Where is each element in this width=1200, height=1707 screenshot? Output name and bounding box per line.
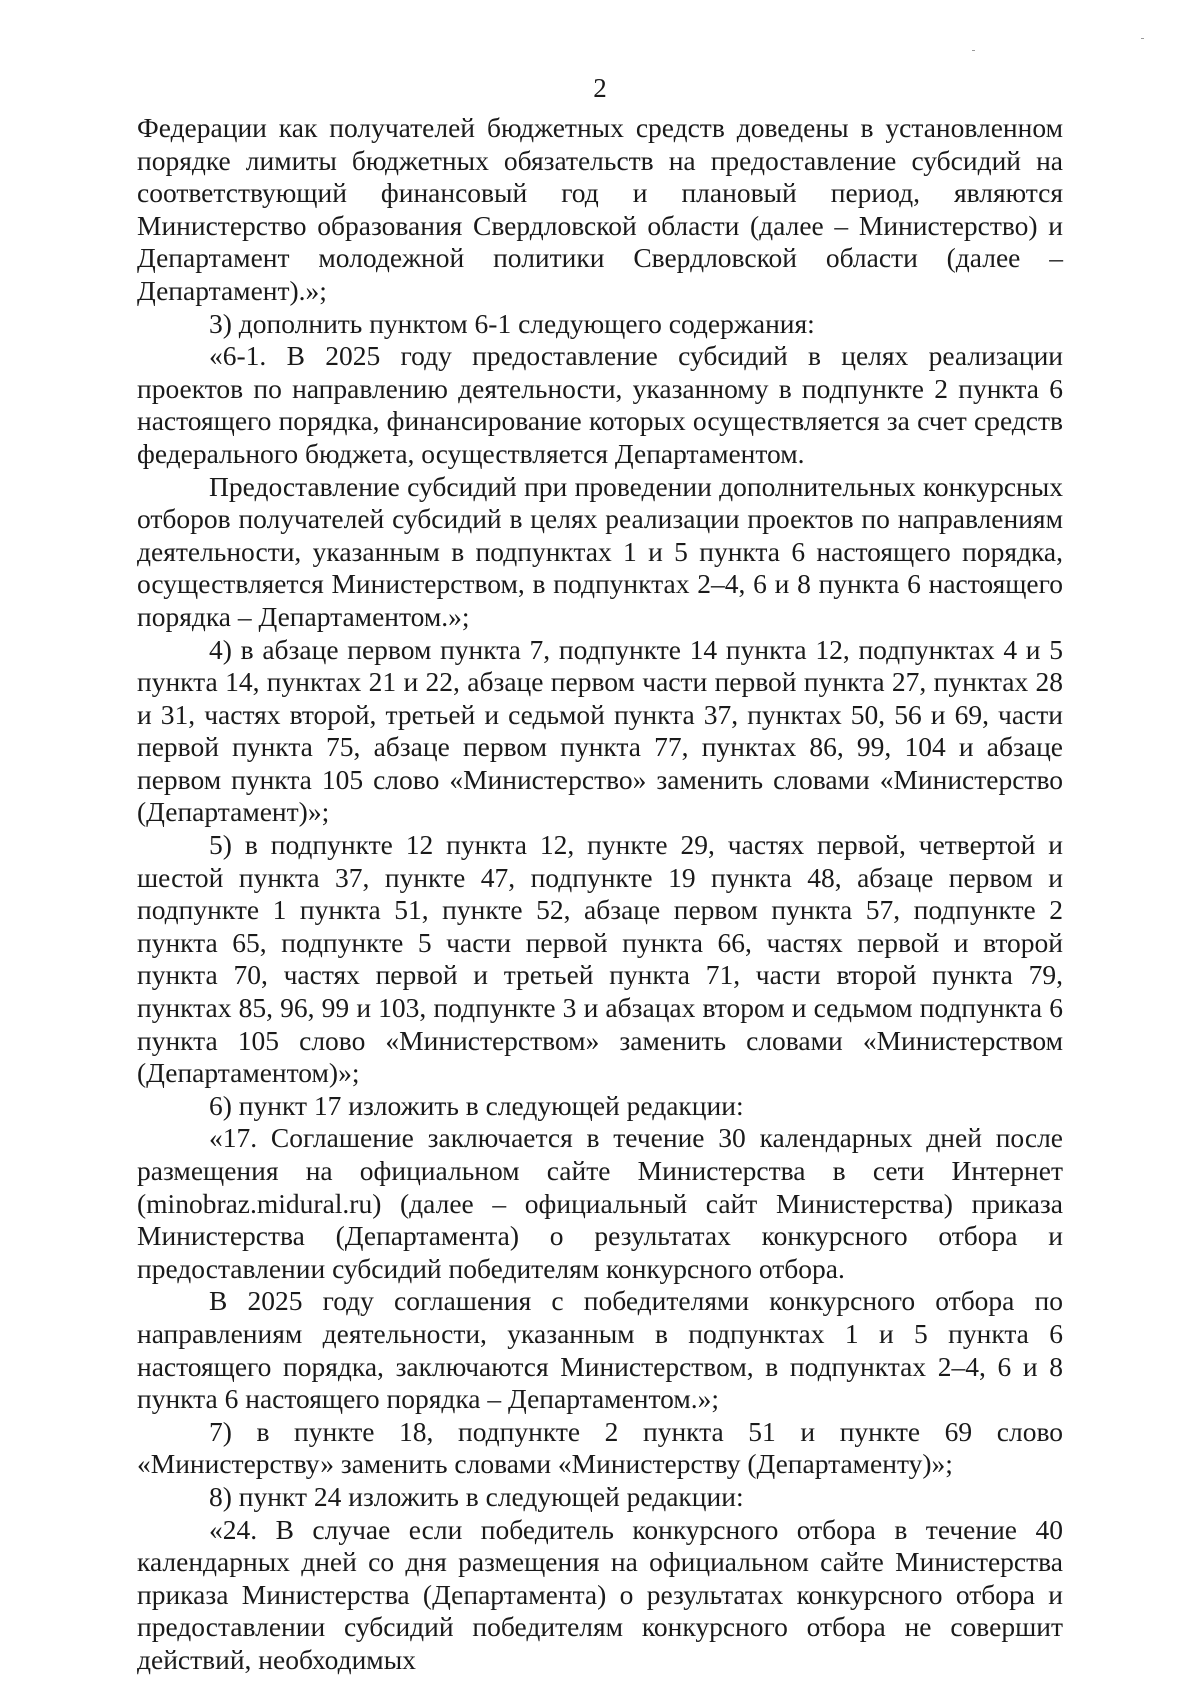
paragraph-clause-24: «24. В случае если победитель конкурсного отбора в течение 40 календарных дней со дня размещения на официальном сайте Министерства приказа Министерства (Департамента) о результатах конкурсного отбора и предоставлении субсидий победителям конкурсного отбора не совершит действий, необходимых [137, 1513, 1063, 1675]
scan-speck [972, 50, 975, 51]
scan-speck [1141, 38, 1144, 39]
paragraph-clause-17-part-2: В 2025 году соглашения с победителями конкурсного отбора по направлениям деятельности, указанным в подпунктах 1 и 5 пункта 6 настоящего порядка, заключаются Министерством, в подпунктах 2–4, 6 и 8 пункта 6 настоящего порядка – Департаментом.»; [137, 1285, 1063, 1415]
document-body [137, 112, 1063, 1677]
paragraph-clause-6-1-part-2: Предоставление субсидий при проведении дополнительных конкурсных отборов получателей субсидий в целях реализации проектов по направлениям деятельности, указанным в подпунктах 1 и 5 пункта 6 настоящего порядка, осуществляется Министерством, в подпунктах 2–4, 6 и 8 пункта 6 настоящего порядка – Департаментом.»; [137, 470, 1063, 632]
page-number: 2 [593, 73, 607, 103]
paragraph-continuation: Федерации как получателей бюджетных средств доведены в установленном порядке лимиты бюджетных обязательств на предоставление субсидий на соответствующий финансовый год и плановый период, являются Министерство образования Свердловской области (далее – Министерство) и Департамент молодежной политики Свердловской области (далее – Департамент).»; [137, 112, 1063, 306]
paragraph-item-4: 4) в абзаце первом пункта 7, подпункте 14 пункта 12, подпунктах 4 и 5 пункта 14, пунктах 21 и 22, абзаце первом части первой пункта 27, пунктах 28 и 31, частях второй, третьей и седьмой пункта 37, пунктах 50, 56 и 69, части первой пункта 75, абзаце первом пункта 77, пунктах 86, 99, 104 и абзаце первом пункта 105 слово «Министерство» заменить словами «Министерство (Департамент)»; [137, 633, 1063, 828]
paragraph-item-7: 7) в пункте 18, подпункте 2 пункта 51 и пункте 69 слово «Министерству» заменить словами «Министерству (Департаменту)»; [137, 1415, 1063, 1480]
paragraph-item-3: 3) дополнить пунктом 6-1 следующего содержания: [209, 307, 815, 339]
paragraph-item-5: 5) в подпункте 12 пункта 12, пункте 29, частях первой, четвертой и шестой пункта 37, пункте 47, подпункте 19 пункта 48, абзаце первом и подпункте 1 пункта 51, пункте 52, абзаце первом пункта 57, подпункте 2 пункта 65, подпункте 5 части первой пункта 66, частях первой и второй пункта 70, частях первой и третьей пункта 71, части второй пункта 79, пунктах 85, 96, 99 и 103, подпункте 3 и абзацах втором и седьмом подпункта 6 пункта 105 слово «Министерством» заменить словами «Министерством (Департаментом)»; [137, 829, 1063, 1089]
paragraph-item-8: 8) пункт 24 изложить в следующей редакции: [209, 1480, 744, 1512]
paragraph-item-6: 6) пункт 17 изложить в следующей редакции: [209, 1089, 744, 1121]
paragraph-clause-17: «17. Соглашение заключается в течение 30 календарных дней после размещения на официальном сайте Министерства в сети Интернет (minobraz.midural.ru) (далее – официальный сайт Министерства) приказа Министерства (Департамента) о результатах конкурсного отбора и предоставлении субсидий победителям конкурсного отбора. [137, 1122, 1063, 1284]
paragraph-clause-6-1: «6-1. В 2025 году предоставление субсидий в целях реализации проектов по направлению деятельности, указанному в подпункте 2 пункта 6 настоящего порядка, финансирование которых осуществляется за счет средств федерального бюджета, осуществляется Департаментом. [137, 340, 1063, 469]
